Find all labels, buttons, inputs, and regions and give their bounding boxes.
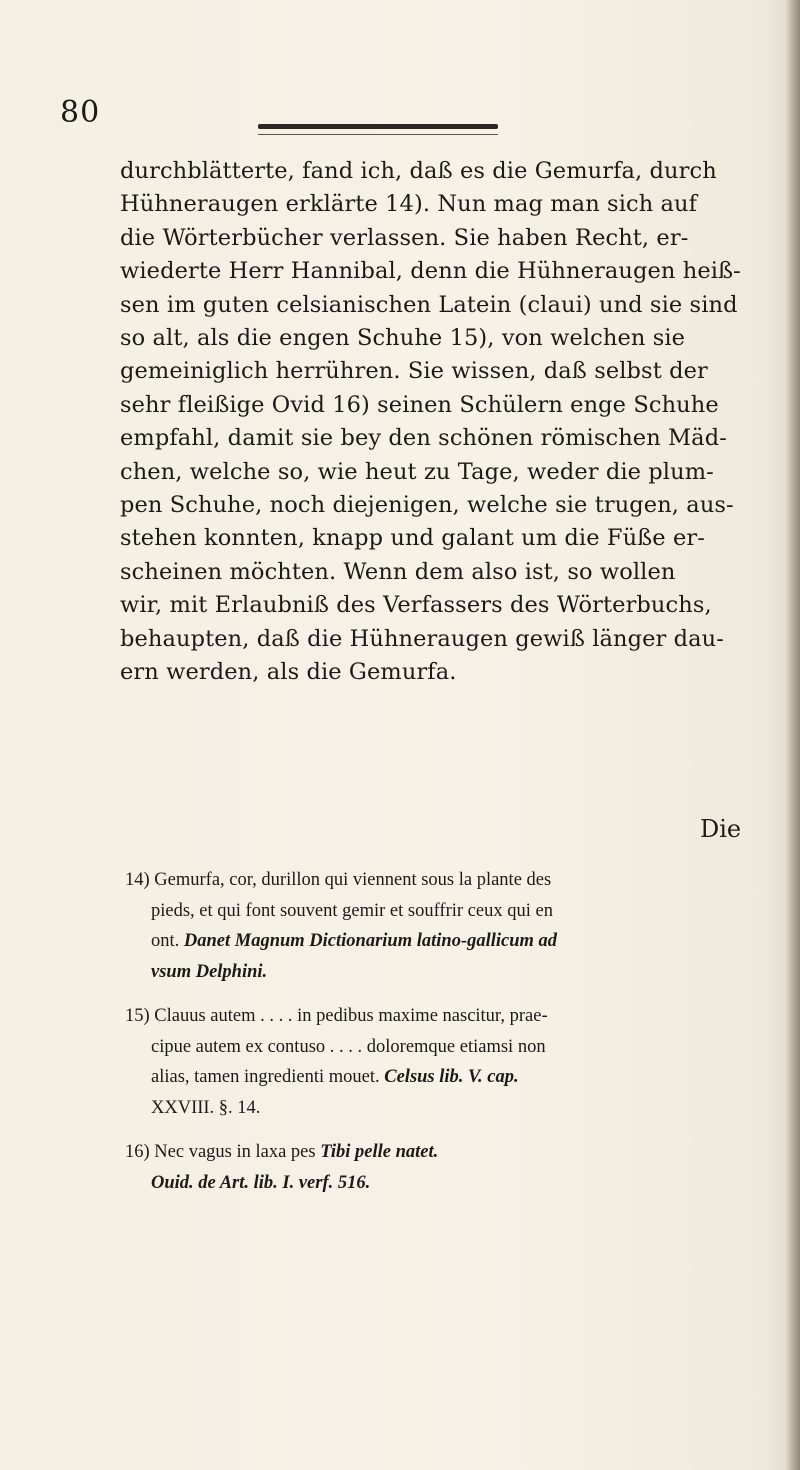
footnote-citation: Danet Magnum Dictionarium latino-gallicum ad xyxy=(183,931,558,951)
footnote-citation: Tibi pelle natet. xyxy=(320,1142,439,1162)
footnote-text: 16) Nec vagus in laxa pes xyxy=(125,1142,316,1162)
footnote-16 xyxy=(125,1137,725,1198)
catchword: Die xyxy=(700,815,742,843)
text-line: ern werden, als die Gemurfa. xyxy=(120,659,457,686)
footnotes xyxy=(125,865,725,1212)
footnote-line xyxy=(125,926,725,957)
footnote-line xyxy=(125,1137,725,1168)
footnote-line xyxy=(125,1062,725,1093)
footnote-line: XXVIII. §. 14. xyxy=(151,1097,261,1118)
page-number: 80 xyxy=(60,95,101,130)
footnote-15 xyxy=(125,1001,725,1123)
footnote-citation: vsum Delphini. xyxy=(151,961,268,982)
text-line: die Wörterbücher verlassen. Sie haben Recht, er- xyxy=(120,224,689,251)
main-text-block xyxy=(120,155,740,690)
footnote-line: pieds, et qui font souvent gemir et souffrir ceux qui en xyxy=(151,900,553,921)
footnote-line: cipue autem ex contuso . . . . doloremque etiamsi non xyxy=(151,1036,546,1057)
text-line: wiederte Herr Hannibal, denn die Hühneraugen heiß- xyxy=(120,258,741,285)
text-line: scheinen möchten. Wenn dem also ist, so wollen xyxy=(120,558,676,585)
footnote-line: 14) Gemurfa, cor, durillon qui viennent sous la plante des xyxy=(125,870,552,890)
header-rule-thin xyxy=(258,134,498,135)
footnote-text: ont. xyxy=(151,931,180,951)
text-line: wir, mit Erlaubniß des Verfassers des Wörterbuchs, xyxy=(120,592,712,619)
text-line: so alt, als die engen Schuhe 15), von welchen sie xyxy=(120,325,686,352)
text-line: empfahl, damit sie bey den schönen römischen Mäd- xyxy=(120,425,727,452)
text-line: sen im guten celsianischen Latein (claui) und sie sind xyxy=(120,291,738,318)
text-line: gemeiniglich herrühren. Sie wissen, daß selbst der xyxy=(120,358,708,385)
text-line: behaupten, daß die Hühneraugen gewiß länger dau- xyxy=(120,625,724,652)
text-line: pen Schuhe, noch diejenigen, welche sie trugen, aus- xyxy=(120,492,734,519)
footnote-14 xyxy=(125,865,725,987)
footnote-citation: Ouid. de Art. lib. I. verf. 516. xyxy=(151,1172,371,1193)
footnote-citation: Celsus lib. V. cap. xyxy=(384,1067,519,1087)
text-line: stehen konnten, knapp und galant um die Füße er- xyxy=(120,525,705,552)
text-line: chen, welche so, wie heut zu Tage, weder die plum- xyxy=(120,458,714,485)
footnote-line: 15) Clauus autem . . . . in pedibus maxime nascitur, prae- xyxy=(125,1006,548,1026)
header-rule xyxy=(258,124,498,129)
text-line: sehr fleißige Ovid 16) seinen Schülern enge Schuhe xyxy=(120,391,719,418)
footnote-text: alias, tamen ingredienti mouet. xyxy=(151,1067,380,1087)
text-line: durchblätterte, fand ich, daß es die Gemurfa, durch xyxy=(120,158,717,184)
book-binding-edge xyxy=(786,0,800,1470)
text-line: Hühneraugen erklärte 14). Nun mag man sich auf xyxy=(120,191,698,218)
